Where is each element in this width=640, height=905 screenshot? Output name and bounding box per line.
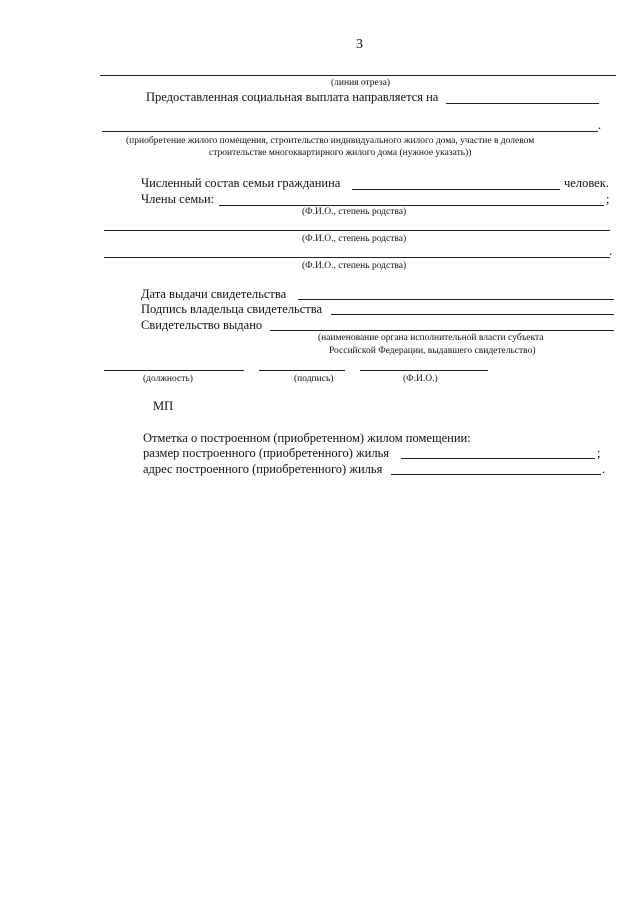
family-size-unit: человек. [564, 176, 609, 190]
payment-direction-caption-1: (приобретение жилого помещения, строительство индивидуального жилого дома, участие в долевом [126, 136, 535, 146]
name-field[interactable] [360, 370, 488, 371]
family-size-label: Численный состав семьи гражданина [141, 176, 341, 190]
member-caption-2: (Ф.И.О., степень родства) [302, 234, 407, 244]
seal-mark: МП [153, 399, 174, 413]
owner-signature-field[interactable] [331, 314, 614, 315]
housing-size-field[interactable] [401, 458, 595, 459]
housing-address-field[interactable] [391, 474, 601, 475]
housing-mark-title: Отметка о построенном (приобретенном) жилом помещении: [143, 431, 471, 445]
position-caption: (должность) [143, 374, 193, 384]
housing-size-label: размер построенного (приобретенного) жилья [143, 446, 390, 460]
payment-direction-end: . [598, 118, 602, 132]
family-size-field[interactable] [352, 189, 560, 190]
member-caption-1: (Ф.И.О., степень родства) [302, 207, 407, 217]
position-field[interactable] [104, 370, 244, 371]
issue-date-label: Дата выдачи свидетельства [141, 287, 287, 301]
issued-by-caption-1: (наименование органа исполнительной власти субъекта [318, 333, 544, 343]
family-member-field-1[interactable] [219, 205, 604, 206]
signature-field[interactable] [259, 370, 345, 371]
issue-date-field[interactable] [298, 299, 614, 300]
family-members-label: Члены семьи: [141, 192, 215, 206]
owner-signature-label: Подпись владельца свидетельства [141, 302, 323, 316]
family-members-end: ; [606, 192, 610, 206]
housing-size-end: ; [597, 446, 601, 460]
member-caption-3: (Ф.И.О., степень родства) [302, 261, 407, 271]
page-number: 3 [356, 37, 363, 52]
issued-by-field[interactable] [270, 330, 614, 331]
housing-address-end: . [602, 462, 606, 476]
family-member-field-2[interactable] [104, 230, 610, 231]
payment-direction-field-2[interactable] [102, 131, 598, 132]
housing-address-label: адрес построенного (приобретенного) жилья [143, 462, 383, 476]
name-caption: (Ф.И.О.) [403, 374, 438, 384]
cut-line-caption: (линия отреза) [331, 78, 391, 88]
family-member-field-3[interactable] [104, 257, 610, 258]
family-members-last-end: . [609, 244, 613, 258]
payment-direction-field[interactable] [446, 103, 599, 104]
signature-caption: (подпись) [294, 374, 334, 384]
payment-direction-caption-2: строительстве многоквартирного жилого дома (нужное указать)) [209, 148, 472, 158]
payment-direction-label: Предоставленная социальная выплата направляется на [146, 90, 439, 104]
issued-by-label: Свидетельство выдано [141, 318, 263, 332]
issued-by-caption-2: Российской Федерации, выдавшего свидетельство) [329, 346, 536, 356]
cut-line [100, 75, 616, 76]
